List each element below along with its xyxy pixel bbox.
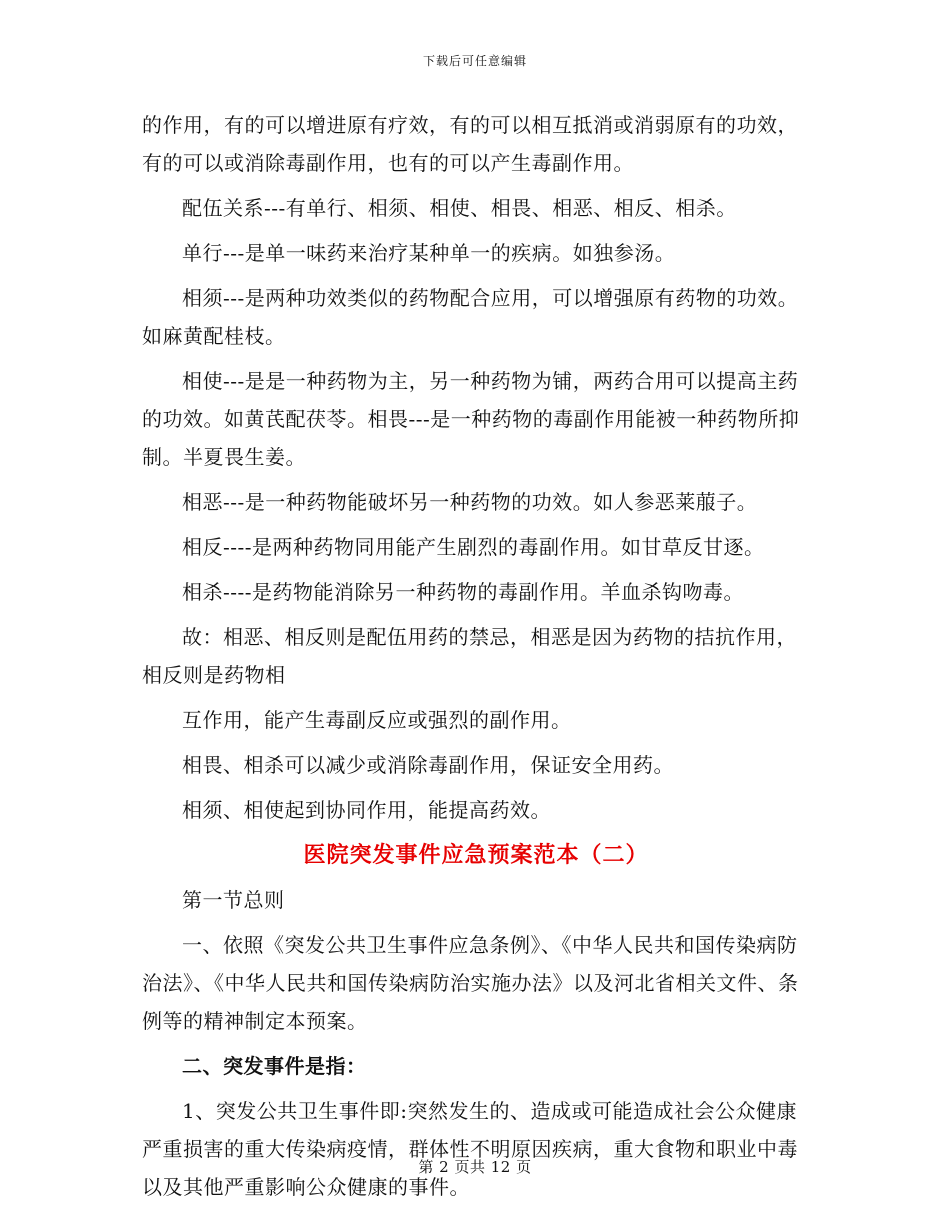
paragraph-definition-heading: 二、突发事件是指： <box>182 1054 367 1078</box>
paragraph-single: 单行---是单一味药来治疗某种单一的疾病。如独参汤。 <box>182 241 676 265</box>
paragraph-compatibility: 配伍关系---有单行、相须、相使、相畏、相恶、相反、相杀。 <box>182 196 737 220</box>
paragraph-interaction: 互作用，能产生毒副反应或强烈的副作用。 <box>182 708 572 732</box>
paragraph-synergy: 相须、相使起到协同作用，能提高药效。 <box>182 798 551 822</box>
paragraph-basis: 一、依照《突发公共卫生事件应急条例》、《中华人民共和国传染病防治法》、《中华人民共和国传染病防治实施办法》以及河北省相关文件、条例等的精神制定本预案。 <box>142 933 799 1033</box>
paragraph-mutual-assist: 相使---是是一种药物为主，另一种药物为铺，两药合用可以提高主药的功效。如黄芪配茯苓。相畏---是一种药物的毒副作用能被一种药物所抑制。半夏畏生姜。 <box>142 369 800 469</box>
paragraph-conclusion: 故：相恶、相反则是配伍用药的禁忌，相恶是因为药物的拮抗作用，相反则是药物相 <box>142 625 797 687</box>
page-header-note: 下载后可任意编辑 <box>422 54 527 68</box>
paragraph-safety: 相畏、相杀可以减少或消除毒副作用，保证安全用药。 <box>182 753 674 777</box>
section-title: 医院突发事件应急预案范本（二） <box>303 842 649 868</box>
paragraph-mutual-need: 相须---是两种功效类似的药物配合应用，可以增强原有药物的功效。如麻黄配桂枝。 <box>142 286 799 348</box>
paragraph-mutual-detox: 相杀----是药物能消除另一种药物的毒副作用。羊血杀钩吻毒。 <box>182 580 745 604</box>
paragraph-incompatible: 相反----是两种药物同用能产生剧烈的毒副作用。如甘草反甘逐。 <box>182 535 765 559</box>
page-footer: 第 2 页共 12 页 <box>418 1158 532 1176</box>
paragraph-mutual-inhibit: 相恶---是一种药物能破坏另一种药物的功效。如人参恶莱菔子。 <box>182 490 758 514</box>
paragraph-definition: 1、突发公共卫生事件即:突然发生的、造成或可能造成社会公众健康严重损害的重大传染病疫情，群体性不明原因疾病，重大食物和职业中毒以及其他严重影响公众健康的事件。 <box>142 1099 798 1199</box>
section-heading-general: 第一节总则 <box>182 888 285 912</box>
paragraph-continued: 的作用，有的可以增进原有疗效，有的可以相互抵消或消弱原有的功效，有的可以或消除毒副作用，也有的可以产生毒副作用。 <box>142 113 798 175</box>
document-body <box>142 106 810 1213</box>
